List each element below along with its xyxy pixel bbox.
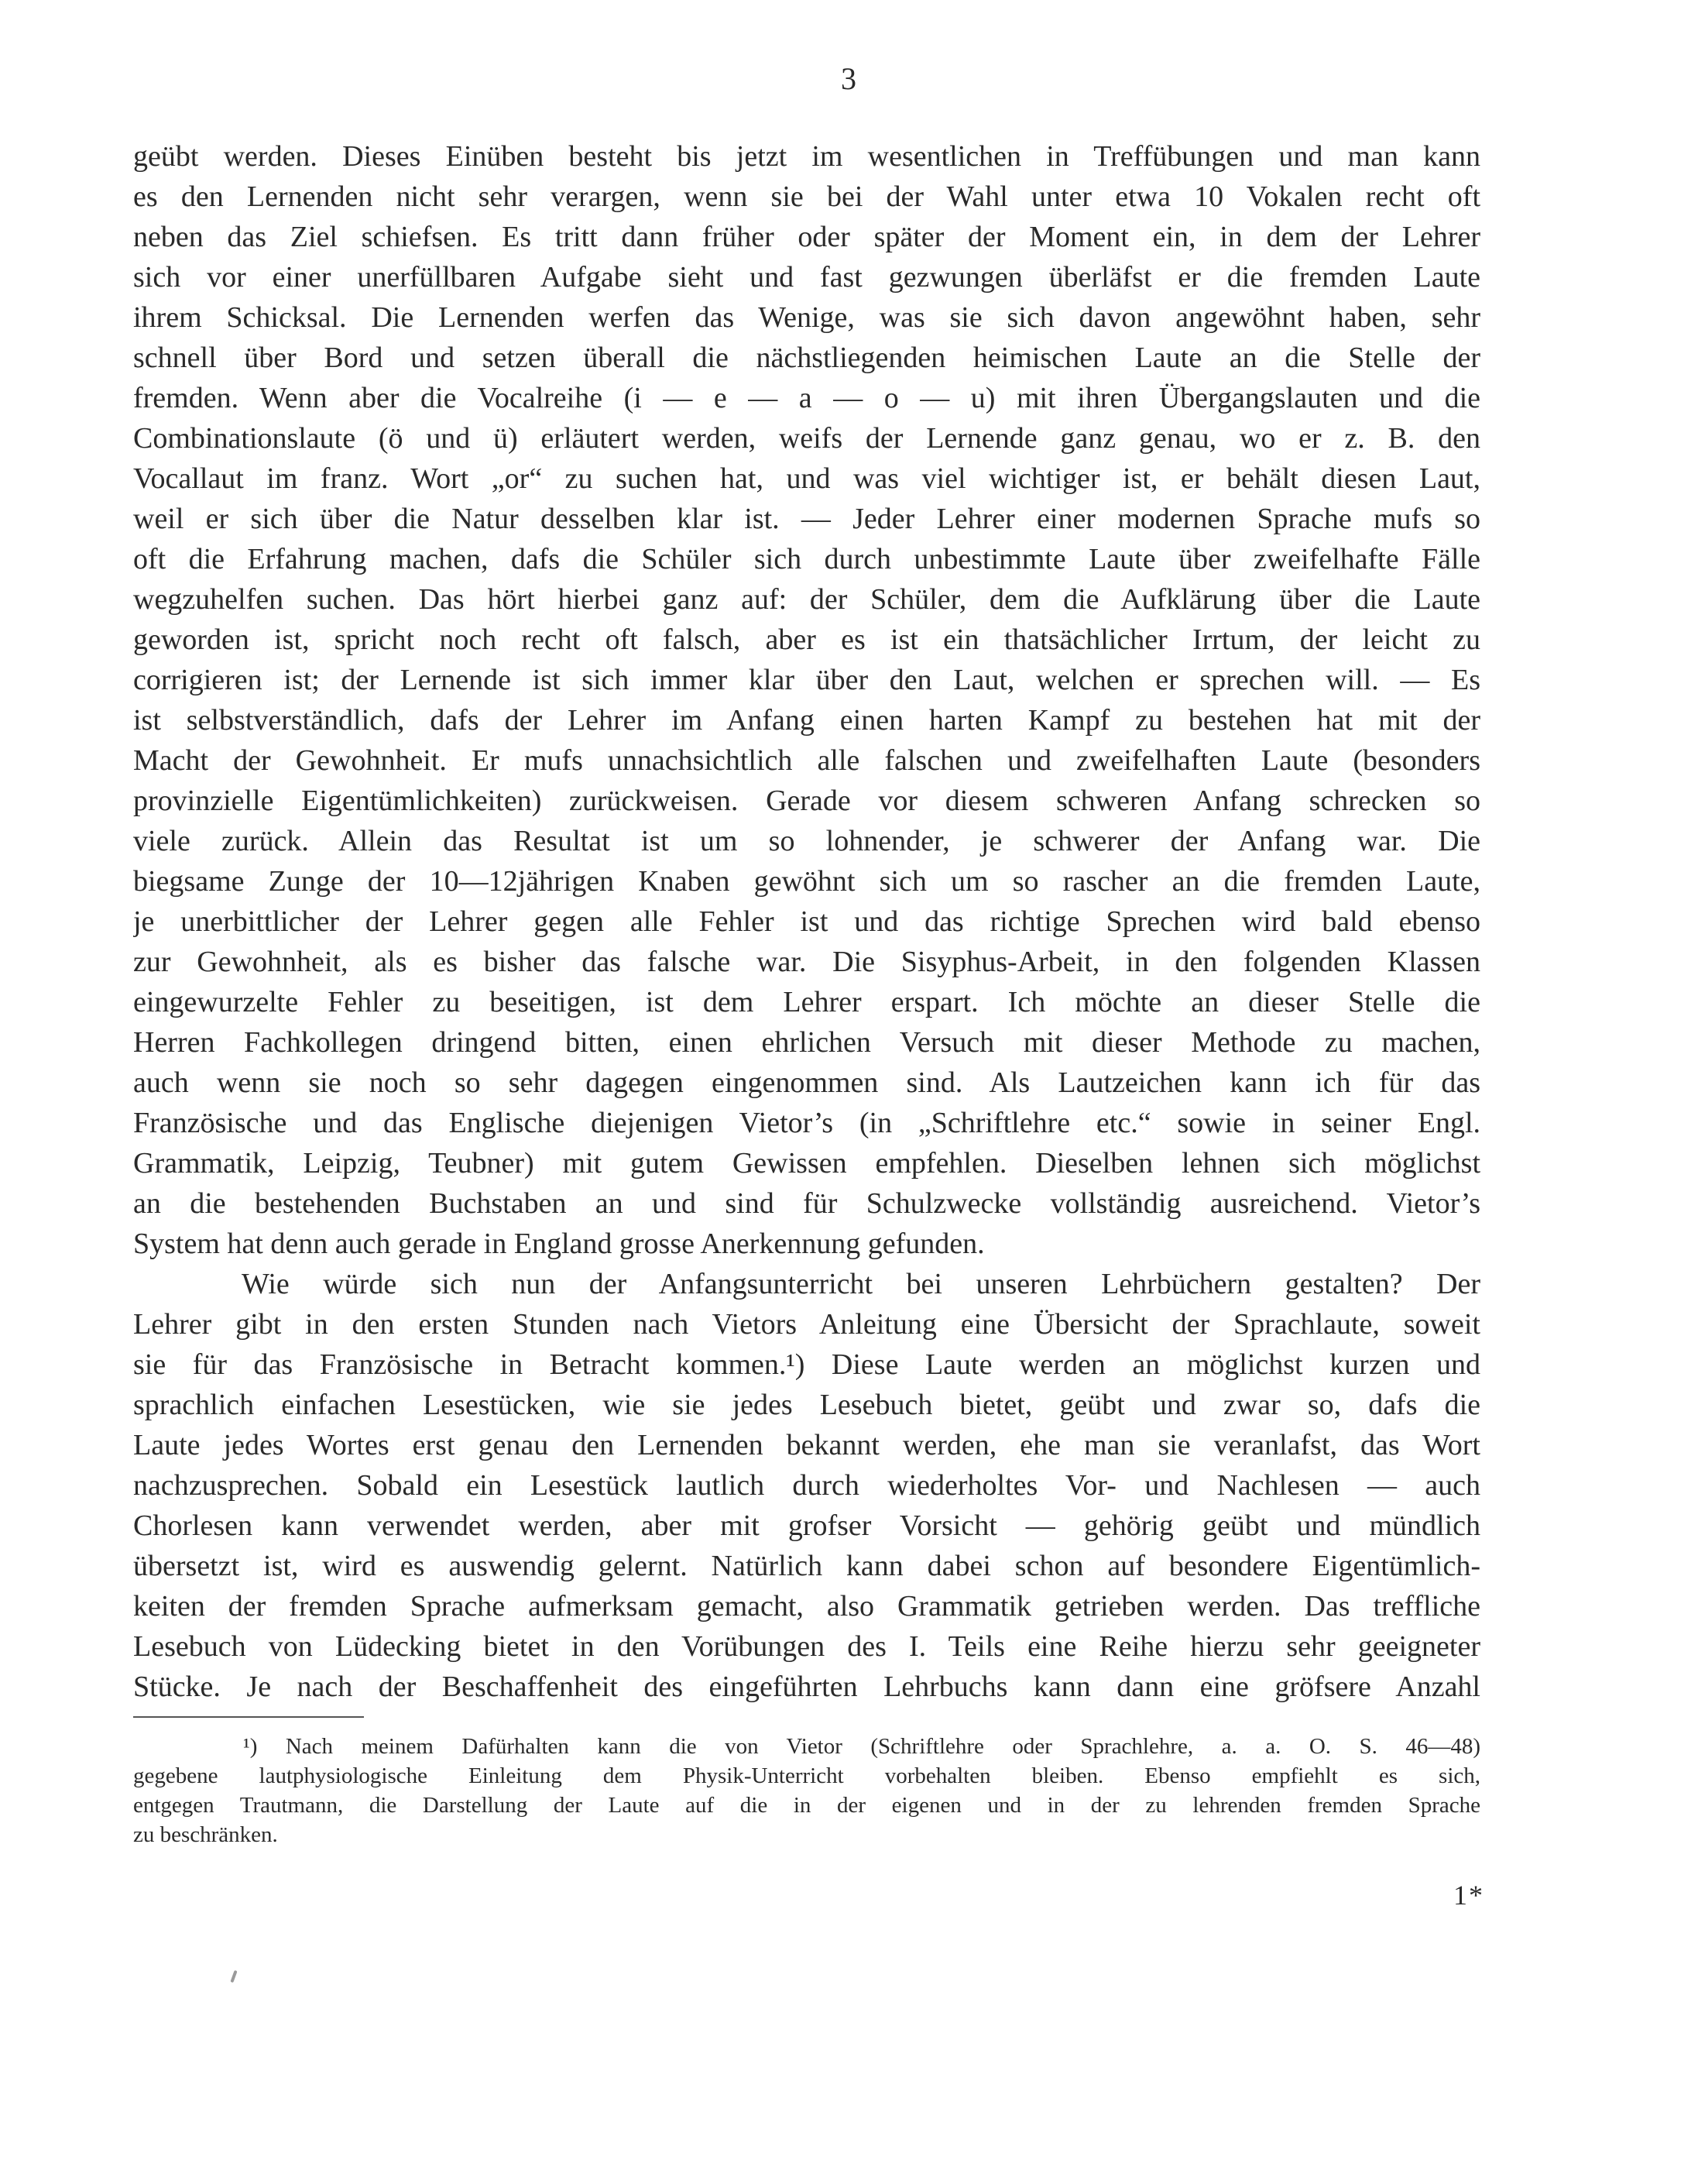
body-line: Combinationslaute (ö und ü) erläutert werden, weifs der Lernende ganz genau, wo er z. B. den bbox=[133, 422, 1480, 455]
body-line: schnell über Bord und setzen überall die nächstliegenden heimischen Laute an die Stelle der bbox=[133, 342, 1480, 374]
footnote-rule bbox=[133, 1716, 364, 1718]
paper-speck bbox=[230, 1970, 237, 1983]
body-line: Lehrer gibt in den ersten Stunden nach Vietors Anleitung eine Übersicht der Sprachlaute, soweit bbox=[133, 1308, 1480, 1341]
paragraph-end-line: System hat denn auch gerade in England grosse Anerkennung gefunden. bbox=[133, 1228, 985, 1260]
footnote-line: zu beschränken. bbox=[133, 1822, 278, 1847]
body-line: je unerbittlicher der Lehrer gegen alle Fehler ist und das richtige Sprechen wird bald ebenso bbox=[133, 905, 1480, 938]
body-line: sie für das Französische in Betracht kommen.¹) Diese Laute werden an möglichst kurzen und bbox=[133, 1348, 1480, 1381]
body-line: ist selbstverständlich, dafs der Lehrer im Anfang einen harten Kampf zu bestehen hat mit der bbox=[133, 704, 1480, 737]
body-line: auch wenn sie noch so sehr dagegen eingenommen sind. Als Lautzeichen kann ich für das bbox=[133, 1066, 1480, 1099]
paragraph-start-line: Wie würde sich nun der Anfangsunterricht bei unseren Lehrbüchern gestalten? Der bbox=[242, 1268, 1480, 1300]
body-line: nachzusprechen. Sobald ein Lesestück lautlich durch wiederholtes Vor- und Nachlesen — auch bbox=[133, 1469, 1480, 1502]
body-line: Macht der Gewohnheit. Er mufs unnachsichtlich alle falschen und zweifelhaften Laute (besonders bbox=[133, 744, 1480, 777]
body-line: Stücke. Je nach der Beschaffenheit des eingeführten Lehrbuchs kann dann eine gröfsere Anzahl bbox=[133, 1671, 1480, 1703]
body-line: Lesebuch von Lüdecking bietet in den Vorübungen des I. Teils eine Reihe hierzu sehr geeigneter bbox=[133, 1630, 1480, 1663]
body-line: Chorlesen kann verwendet werden, aber mit grofser Vorsicht — gehörig geübt und mündlich bbox=[133, 1509, 1480, 1542]
body-line: Französische und das Englische diejenigen Vietor’s (in „Schriftlehre etc.“ sowie in seiner Engl. bbox=[133, 1107, 1480, 1139]
footnote-line: ¹) Nach meinem Dafürhalten kann die von Vietor (Schriftlehre oder Sprachlehre, a. a. O. S. 46—48) bbox=[243, 1734, 1480, 1759]
footnote bbox=[133, 1732, 1480, 1849]
body-line: sprachlich einfachen Lesestücken, wie sie jedes Lesebuch bietet, geübt und zwar so, dafs die bbox=[133, 1389, 1480, 1421]
body-line: weil er sich über die Natur desselben klar ist. — Jeder Lehrer einer modernen Sprache mufs so bbox=[133, 503, 1480, 535]
body-line: übersetzt ist, wird es auswendig gelernt. Natürlich kann dabei schon auf besondere Eigentümlich- bbox=[133, 1550, 1480, 1582]
body-line: Vocallaut im franz. Wort „or“ zu suchen hat, und was viel wichtiger ist, er behält diesen Laut, bbox=[133, 462, 1480, 495]
page-number: 3 bbox=[841, 61, 857, 96]
body-line: geworden ist, spricht noch recht oft falsch, aber es ist ein thatsächlicher Irrtum, der leicht zu bbox=[133, 623, 1480, 656]
body-line: viele zurück. Allein das Resultat ist um so lohnender, je schwerer der Anfang war. Die bbox=[133, 825, 1480, 857]
signature-mark: 1* bbox=[1453, 1880, 1484, 1911]
body-line: biegsame Zunge der 10—12jährigen Knaben gewöhnt sich um so rascher an die fremden Laute, bbox=[133, 865, 1480, 898]
body-line: an die bestehenden Buchstaben an und sind für Schulzwecke vollständig ausreichend. Vietor’s bbox=[133, 1187, 1480, 1220]
body-line: zur Gewohnheit, als es bisher das falsche war. Die Sisyphus-Arbeit, in den folgenden Klassen bbox=[133, 946, 1480, 978]
body-line: keiten der fremden Sprache aufmerksam gemacht, also Grammatik getrieben werden. Das treffliche bbox=[133, 1590, 1480, 1623]
body-line: sich vor einer unerfüllbaren Aufgabe sieht und fast gezwungen überläfst er die fremden Laute bbox=[133, 261, 1480, 294]
footnote-line: entgegen Trautmann, die Darstellung der Laute auf die in der eigenen und in der zu lehrenden fremden Sprache bbox=[133, 1793, 1480, 1818]
body-line: corrigieren ist; der Lernende ist sich immer klar über den Laut, welchen er sprechen will. — Es bbox=[133, 664, 1480, 696]
body-line: neben das Ziel schiefsen. Es tritt dann früher oder später der Moment ein, in dem der Lehrer bbox=[133, 221, 1480, 253]
body-line: fremden. Wenn aber die Vocalreihe (i — e — a — o — u) mit ihren Übergangslauten und die bbox=[133, 382, 1480, 414]
body-line: Herren Fachkollegen dringend bitten, einen ehrlichen Versuch mit dieser Methode zu machen, bbox=[133, 1026, 1480, 1059]
body-line: Grammatik, Leipzig, Teubner) mit gutem Gewissen empfehlen. Dieselben lehnen sich möglichst bbox=[133, 1147, 1480, 1180]
body-line: Laute jedes Wortes erst genau den Lernenden bekannt werden, ehe man sie veranlafst, das Wort bbox=[133, 1429, 1480, 1461]
footnote-line: gegebene lautphysiologische Einleitung dem Physik-Unterricht vorbehalten bleiben. Ebenso empfiehlt es sich, bbox=[133, 1763, 1480, 1788]
body-line: oft die Erfahrung machen, dafs die Schüler sich durch unbestimmte Laute über zweifelhafte Fälle bbox=[133, 543, 1480, 575]
body-line: eingewurzelte Fehler zu beseitigen, ist dem Lehrer erspart. Ich möchte an dieser Stelle die bbox=[133, 986, 1480, 1018]
body-line: wegzuhelfen suchen. Das hört hierbei ganz auf: der Schüler, dem die Aufklärung über die Laute bbox=[133, 583, 1480, 616]
body-line: provinzielle Eigentümlichkeiten) zurückweisen. Gerade vor diesem schweren Anfang schrecken so bbox=[133, 785, 1480, 817]
body-line: geübt werden. Dieses Einüben besteht bis jetzt im wesentlichen in Treffübungen und man kann bbox=[133, 140, 1480, 173]
body-text bbox=[133, 136, 1480, 1707]
body-line: es den Lernenden nicht sehr verargen, wenn sie bei der Wahl unter etwa 10 Vokalen recht oft bbox=[133, 180, 1480, 213]
body-line: ihrem Schicksal. Die Lernenden werfen das Wenige, was sie sich davon angewöhnt haben, sehr bbox=[133, 301, 1480, 334]
